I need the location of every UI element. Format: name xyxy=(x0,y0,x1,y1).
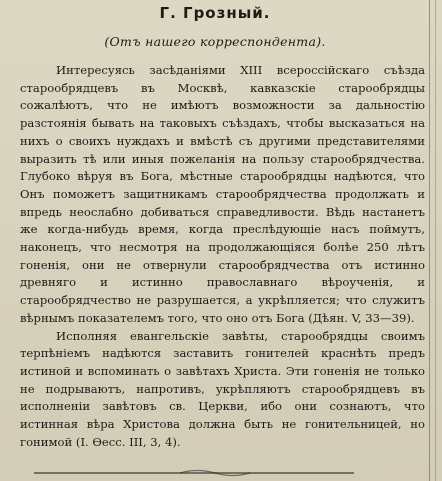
divider-ornament-icon xyxy=(180,468,250,478)
article-byline: (Отъ нашего корреспондента). xyxy=(104,34,326,49)
article-headline: Г. Грозный. xyxy=(159,4,271,22)
article-paragraph-1: Интересуясь засѣданіями XIII всероссійскаго съѣзда старообрядцевъ въ Москвѣ, кавказскіе старообрядцы сожалѣютъ, что не имѣютъ возможности за дальностію разстоянія бывать на таковыхъ съѣздахъ, чтобы высказаться на нихъ о своихъ нуждахъ и вмѣстѣ съ другими представителями выразить тѣ или иныя пожеланія на пользу старообрядчества. Глубоко вѣруя въ Бога, мѣстные старообрядцы надѣются, что Онъ поможетъ защитникамъ старообрядчества продолжать и впредь неослабно добиваться справедливости. Вѣдь настанетъ же когда-нибудь время, когда преслѣдующіе насъ поймутъ, наконецъ, что несмотря на продолжающіяся болѣе 250 лѣтъ гоненія, они не отвернули старообрядчества отъ истинно древняго и истинно православнаго вѣроученія, и старообрядчество не разрушается, а укрѣпляется; что служитъ вѣрнымъ показателемъ того, что оно отъ Бога (Дѣян. V, 33—39). xyxy=(20,63,425,325)
column-rule-outer xyxy=(435,0,436,481)
article-paragraph-2: Исполняя евангельскіе завѣты, старообрядцы своимъ терпѣніемъ надѣются заставить гонителей краснѣть предъ истиной и вспоминать о завѣтахъ Христа. Эти гоненія не только не подрываютъ, напротивъ, укрѣпляютъ старообрядцевъ въ исполненіи завѣтовъ св. Церкви, ибо они сознаютъ, что истинная вѣра Христова должна быть не гонительницей, но гонимой (I. Ѳесс. III, 3, 4). xyxy=(20,328,425,449)
column-rule xyxy=(429,0,430,481)
article-body xyxy=(20,62,425,451)
